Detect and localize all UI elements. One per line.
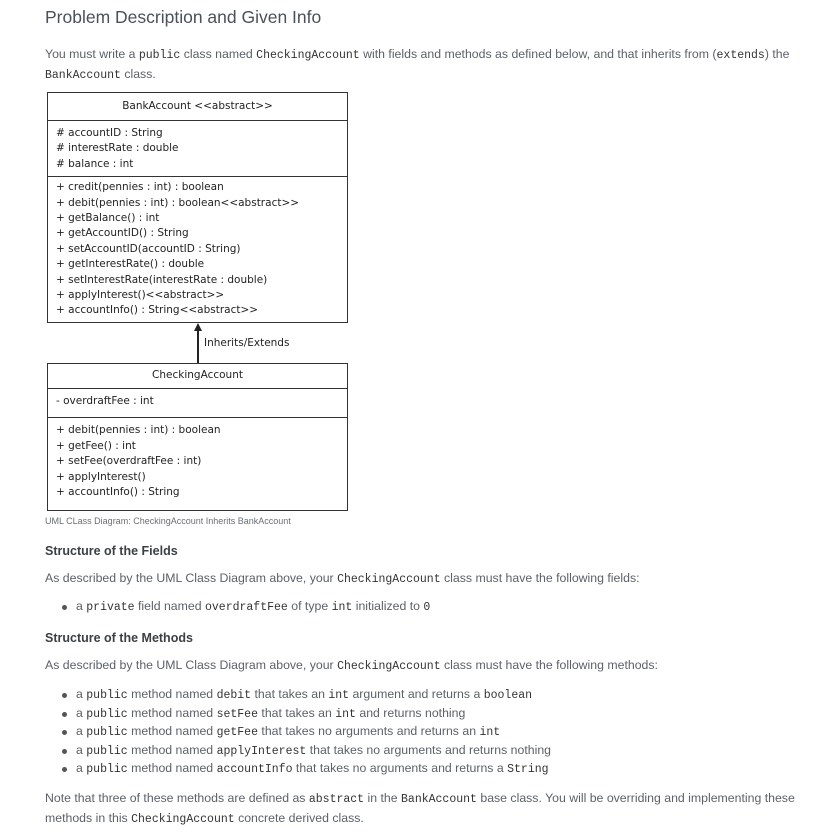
uml-method: + setAccountID(accountID : String): [56, 242, 241, 255]
methods-list: [60, 686, 551, 779]
uml-method: + accountInfo() : String: [56, 486, 180, 499]
uml-checkingaccount-box: [47, 363, 348, 511]
fields-list: [60, 598, 430, 617]
uml-method: + setFee(overdraftFee : int): [56, 455, 202, 468]
uml-method: + credit(pennies : int) : boolean: [56, 181, 224, 194]
fields-heading: Structure of the Fields: [45, 544, 178, 558]
list-item: a public method named getFee that takes no arguments and returns an int: [60, 723, 551, 742]
uml-field: # balance : int: [56, 157, 134, 170]
uml-checkingaccount-methods: [48, 417, 347, 504]
list-item: a public method named debit that takes an int argument and returns a boolean: [60, 686, 551, 705]
uml-method: + applyInterest()<<abstract>>: [56, 289, 225, 302]
uml-method: + debit(pennies : int) : boolean<<abstract>>: [56, 196, 300, 209]
uml-method: + getAccountID() : String: [56, 227, 189, 240]
uml-checkingaccount-fields: [48, 388, 347, 417]
uml-method: + setInterestRate(interestRate : double): [56, 273, 268, 286]
uml-method: + getFee() : int: [56, 439, 136, 452]
uml-field: # interestRate : double: [56, 142, 179, 155]
uml-method: + applyInterest(): [56, 470, 146, 483]
uml-method: + getInterestRate() : double: [56, 258, 205, 271]
uml-bankaccount-box: [47, 92, 348, 323]
note-paragraph: Note that three of these methods are defined as abstract in the BankAccount base class. You will be overriding and implementing these methods in this CheckingAccount concrete derived class.: [45, 791, 795, 826]
uml-caption: UML CLass Diagram: CheckingAccount Inherits BankAccount: [45, 516, 291, 526]
uml-bankaccount-fields: [48, 120, 347, 176]
intro-paragraph: You must write a public class named CheckingAccount with fields and methods as defined below, and that inherits from (extends) the BankAccount class.: [45, 47, 790, 82]
page-title: Problem Description and Given Info: [45, 7, 322, 27]
uml-method: + debit(pennies : int) : boolean: [56, 424, 221, 437]
list-item: a public method named setFee that takes an int and returns nothing: [60, 705, 551, 724]
methods-heading: Structure of the Methods: [45, 631, 193, 645]
uml-checkingaccount-title: CheckingAccount: [152, 369, 243, 381]
uml-bankaccount-methods: [48, 176, 347, 323]
uml-method: + getBalance() : int: [56, 212, 160, 225]
uml-field: # accountID : String: [56, 127, 163, 139]
inherits-label: Inherits/Extends: [204, 337, 290, 349]
list-item: a private field named overdraftFee of type int initialized to 0: [60, 598, 430, 617]
fields-intro: As described by the UML Class Diagram above, your CheckingAccount class must have the following fields:: [45, 571, 640, 586]
uml-method: + accountInfo() : String<<abstract>>: [56, 304, 259, 317]
list-item: a public method named accountInfo that takes no arguments and returns a String: [60, 760, 551, 779]
list-item: a public method named applyInterest that takes no arguments and returns nothing: [60, 742, 551, 761]
uml-field: - overdraftFee : int: [56, 395, 154, 407]
uml-bankaccount-title: BankAccount <<abstract>>: [122, 100, 273, 112]
methods-intro: As described by the UML Class Diagram above, your CheckingAccount class must have the following methods:: [45, 658, 658, 673]
